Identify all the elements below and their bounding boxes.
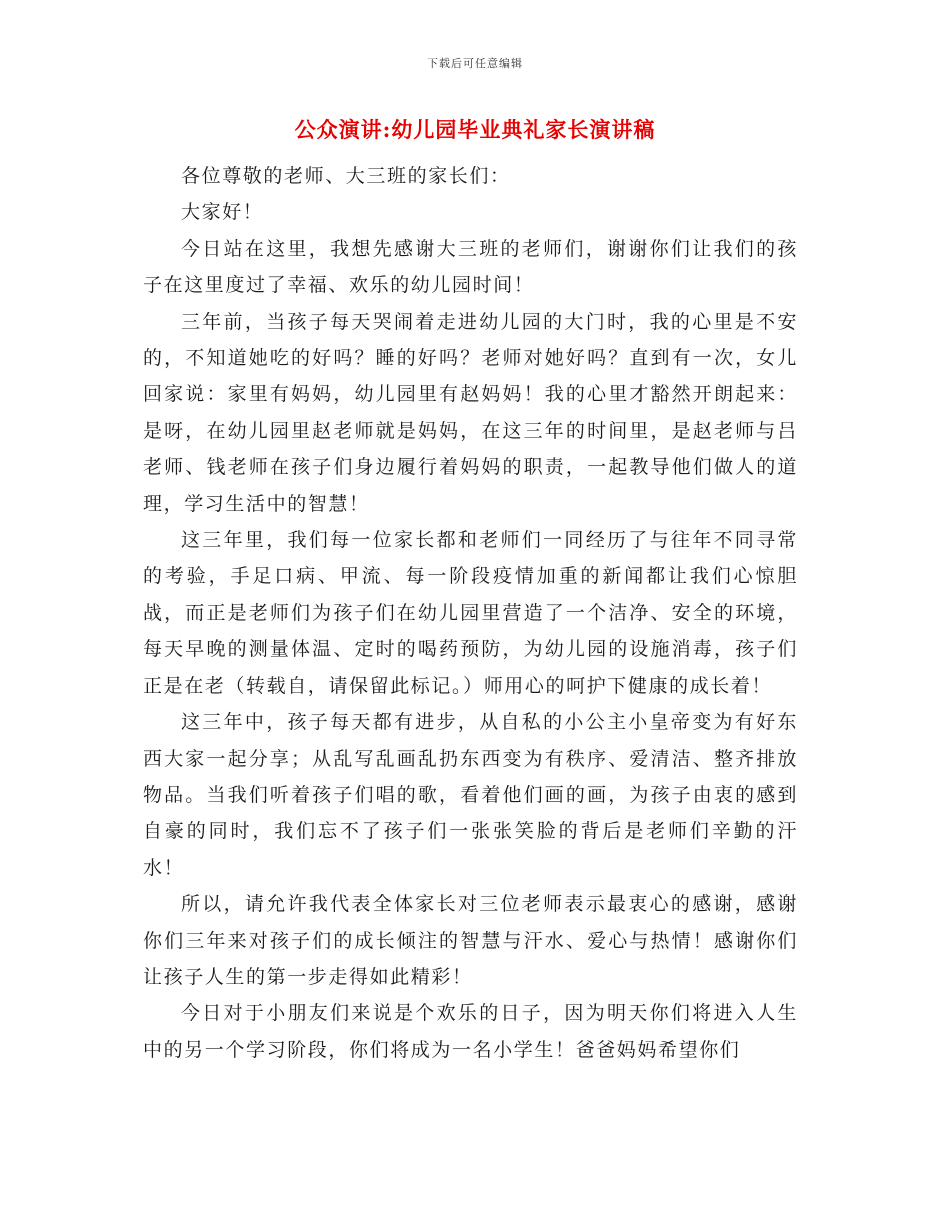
paragraph: 这三年中，孩子每天都有进步，从自私的小公主小皇帝变为有好东西大家一起分享；从乱写乱画乱扔东西变为有秩序、爱清洁、整齐排放物品。当我们听着孩子们唱的歌，看着他们画的画，为孩子由衷的感到自豪的同时，我们忘不了孩子们一张张笑脸的背后是老师们辛勤的汗水！ xyxy=(143,711,798,879)
header-note: 下载后可任意编辑 xyxy=(427,57,523,70)
paragraph: 今日对于小朋友们来说是个欢乐的日子，因为明天你们将进入人生中的另一个学习阶段，你们将成为一名小学生！爸爸妈妈希望你们 xyxy=(143,1002,798,1061)
paragraph: 今日站在这里，我想先感谢大三班的老师们，谢谢你们让我们的孩子在这里度过了幸福、欢乐的幼儿园时间！ xyxy=(143,237,798,297)
paragraph: 这三年里，我们每一位家长都和老师们一同经历了与往年不同寻常的考验，手足口病、甲流、每一阶段疫情加重的新闻都让我们心惊胆战，而正是老师们为孩子们在幼儿园里营造了一个洁净、安全的环境，每天早晚的测量体温、定时的喝药预防，为幼儿园的设施消毒，孩子们正是在老（转载自，请保留此标记。）师用心的呵护下健康的成长着！ xyxy=(143,529,798,697)
paragraph-salutation: 各位尊敬的老师、大三班的家长们： xyxy=(181,165,511,187)
paragraph: 三年前，当孩子每天哭闹着走进幼儿园的大门时，我的心里是不安的，不知道她吃的好吗？睡的好吗？老师对她好吗？直到有一次，女儿回家说：家里有妈妈，幼儿园里有赵妈妈！我的心里才豁然开朗起来：是呀，在幼儿园里赵老师就是妈妈，在这三年的时间里，是赵老师与吕老师、钱老师在孩子们身边履行着妈妈的职责，一起教导他们做人的道理，学习生活中的智慧！ xyxy=(143,310,798,515)
document-title: 公众演讲:幼儿园毕业典礼家长演讲稿 xyxy=(294,117,656,142)
paragraph-greeting: 大家好！ xyxy=(181,201,264,224)
document-body xyxy=(143,158,798,1068)
paragraph: 所以，请允许我代表全体家长对三位老师表示最衷心的感谢，感谢你们三年来对孩子们的成长倾注的智慧与汗水、爱心与热情！感谢你们让孩子人生的第一步走得如此精彩！ xyxy=(143,893,798,988)
